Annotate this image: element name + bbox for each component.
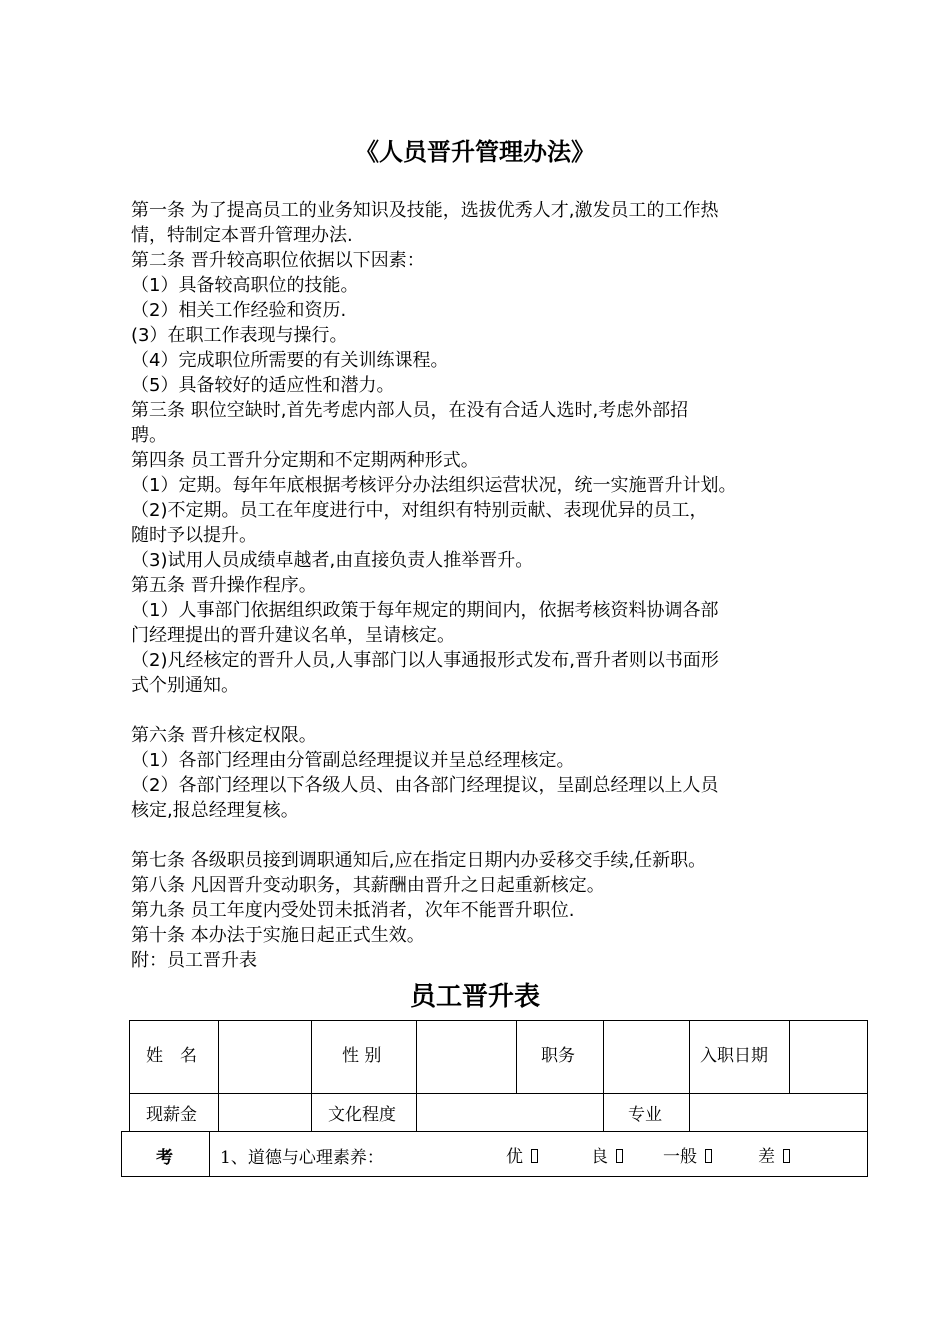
form-title: 员工晋升表	[409, 982, 540, 1012]
rating-average-label: 一般	[663, 1147, 697, 1167]
salary-label-cell	[129, 1093, 219, 1132]
body-line: 第一条 为了提高员工的业务知识及技能，选拔优秀人才,激发员工的工作热	[131, 200, 719, 221]
document-title: 《人员晋升管理办法》	[355, 137, 595, 166]
body-line: （1）各部门经理由分管副总经理提议并呈总经理核定。	[131, 750, 575, 771]
body-line: （1）定期。每年年底根据考核评分办法组织运营状况，统一实施晋升计划。	[131, 475, 737, 496]
item1-label: 1、道德与心理素养：	[220, 1148, 384, 1168]
major-label-cell	[603, 1093, 690, 1132]
body-line: 门经理提出的晋升建议名单，呈请核定。	[131, 625, 455, 646]
salary-value-cell[interactable]	[218, 1093, 312, 1132]
body-line: 式个别通知。	[131, 675, 239, 696]
body-line: 第八条 凡因晋升变动职务，其薪酬由晋升之日起重新核定。	[131, 875, 605, 896]
rating-good[interactable]	[591, 1142, 623, 1167]
body-line: 情，特制定本晋升管理办法.	[131, 225, 353, 246]
rating-good-label: 良	[591, 1147, 608, 1167]
body-line: （2）各部门经理以下各级人员、由各部门经理提议，呈副总经理以上人员	[131, 775, 719, 796]
checkbox-icon[interactable]	[531, 1149, 538, 1163]
position-label-cell	[516, 1020, 604, 1094]
rating-poor[interactable]	[758, 1142, 790, 1167]
rating-poor-label: 差	[758, 1147, 775, 1167]
body-line: （2)凡经核定的晋升人员,人事部门以人事通报形式发布,晋升者则以书面形	[131, 650, 719, 671]
body-line: 附：员工晋升表	[131, 950, 257, 971]
body-line: 第七条 各级职员接到调职通知后,应在指定日期内办妥移交手续,任新职。	[131, 850, 707, 871]
major-label: 专业	[628, 1105, 662, 1125]
name-label: 姓 名	[146, 1046, 197, 1066]
body-line: 核定,报总经理复核。	[131, 800, 299, 821]
salary-label: 现薪金	[146, 1105, 197, 1125]
body-line: 随时予以提升。	[131, 525, 257, 546]
education-label: 文化程度	[328, 1105, 396, 1125]
body-line: （4）完成职位所需要的有关训练课程。	[131, 350, 449, 371]
blank-line	[131, 698, 851, 723]
body-line: （1）人事部门依据组织政策于每年规定的期间内，依据考核资料协调各部	[131, 600, 719, 621]
body-line: （3)试用人员成绩卓越者,由直接负责人推举晋升。	[131, 550, 534, 571]
gender-label: 性 别	[342, 1046, 382, 1066]
major-value-cell[interactable]	[689, 1093, 868, 1132]
gender-label-cell	[311, 1020, 417, 1094]
education-label-cell	[311, 1093, 417, 1132]
body-line: (3）在职工作表现与操行。	[131, 325, 348, 346]
body-line: 第六条 晋升核定权限。	[131, 725, 317, 746]
name-value-cell[interactable]	[218, 1020, 312, 1094]
body-line: 第二条 晋升较高职位依据以下因素：	[131, 250, 425, 271]
body-line: 第九条 员工年度内受处罚未抵消者，次年不能晋升职位.	[131, 900, 575, 921]
rating-excellent-label: 优	[506, 1147, 523, 1167]
hire-date-label-cell	[689, 1020, 790, 1094]
checkbox-icon[interactable]	[705, 1149, 712, 1163]
body-line: 第五条 晋升操作程序。	[131, 575, 317, 596]
checkbox-icon[interactable]	[783, 1149, 790, 1163]
position-label: 职务	[541, 1046, 575, 1066]
education-value-cell[interactable]	[416, 1093, 604, 1132]
checkbox-icon[interactable]	[616, 1149, 623, 1163]
gender-value-cell[interactable]	[416, 1020, 517, 1094]
blank-line	[131, 823, 851, 848]
body-line: 聘。	[131, 425, 167, 446]
body-line: （2)不定期。员工在年度进行中，对组织有特别贡献、表现优异的员工，	[131, 500, 708, 521]
body-line: 第三条 职位空缺时,首先考虑内部人员，在没有合适人选时,考虑外部招	[131, 400, 689, 421]
rating-average[interactable]	[663, 1142, 712, 1167]
body-line: （2）相关工作经验和资历.	[131, 300, 347, 321]
assess-label-cell	[121, 1131, 210, 1177]
body-line: 第四条 员工晋升分定期和不定期两种形式。	[131, 450, 479, 471]
assess-label: 考	[156, 1148, 173, 1168]
document-body	[131, 198, 851, 973]
hire-date-value-cell[interactable]	[789, 1020, 868, 1094]
name-label-cell	[129, 1020, 219, 1094]
body-line: （1）具备较高职位的技能。	[131, 275, 359, 296]
rating-excellent[interactable]	[506, 1142, 538, 1167]
hire-date-label: 入职日期	[700, 1046, 768, 1066]
position-value-cell[interactable]	[603, 1020, 690, 1094]
body-line: （5）具备较好的适应性和潜力。	[131, 375, 395, 396]
body-line: 第十条 本办法于实施日起正式生效。	[131, 925, 425, 946]
